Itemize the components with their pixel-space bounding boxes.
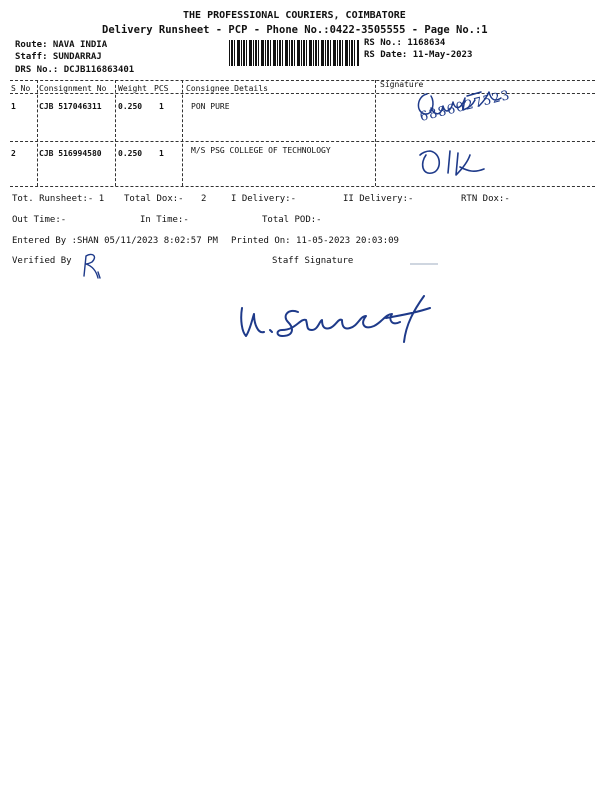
col-divider [37, 80, 38, 186]
row2-handwritten-signature [412, 143, 502, 183]
out-time: Out Time:- [12, 215, 67, 225]
i-delivery: I Delivery:- [231, 194, 297, 204]
runsheet-subtitle: Delivery Runsheet - PCP - Phone No.:0422-3505555 - Page No.:1 [102, 24, 488, 36]
header-signature: Signature [380, 80, 424, 89]
row1-handwritten-number: 6886027523 [418, 88, 512, 125]
col-divider [182, 80, 183, 186]
scan-mark [410, 263, 438, 265]
header-consignment: Consignment No [39, 84, 107, 93]
col-divider [375, 80, 376, 186]
table-row-rule [10, 141, 595, 142]
tot-runsheet: Tot. Runsheet:- 1 [12, 194, 105, 204]
drs-number: DRS No.: DCJB116863401 [15, 65, 135, 75]
header-weight: Weight [118, 84, 147, 93]
total-dox-value: 2 [201, 194, 207, 204]
row2-consignment: CJB 516994580 [39, 149, 102, 158]
row2-consignee: M/S PSG COLLEGE OF TECHNOLOGY [191, 146, 331, 155]
row1-weight: 0.250 [118, 102, 143, 111]
staff-label: Staff: SUNDARRAJ [15, 52, 102, 62]
header-sno: S No [11, 84, 31, 93]
rs-date: RS Date: 11-May-2023 [364, 50, 473, 60]
rs-number: RS No.: 1168634 [364, 38, 446, 48]
table-top-rule [10, 80, 595, 81]
staff-signature [236, 290, 436, 350]
row1-pcs: 1 [159, 102, 164, 111]
row1-consignee: PON PURE [191, 102, 230, 111]
header-pcs: PCS [154, 84, 169, 93]
in-time: In Time:- [140, 215, 189, 225]
printed-on: Printed On: 11-05-2023 20:03:09 [231, 236, 399, 246]
row2-pcs: 1 [159, 149, 164, 158]
row1-sno: 1 [11, 102, 16, 111]
verifier-initials [78, 250, 108, 282]
route-label: Route: NAVA INDIA [15, 40, 108, 50]
header-consignee: Consignee Details [186, 84, 268, 93]
row2-weight: 0.250 [118, 149, 143, 158]
barcode [229, 40, 359, 66]
company-title: THE PROFESSIONAL COURIERS, COIMBATORE [183, 10, 406, 21]
row1-consignment: CJB 517046311 [39, 102, 102, 111]
total-dox-label: Total Dox:- [124, 194, 184, 204]
ii-delivery: II Delivery:- [343, 194, 414, 204]
total-pod: Total POD:- [262, 215, 322, 225]
col-divider [115, 80, 116, 186]
row2-sno: 2 [11, 149, 16, 158]
staff-signature-label: Staff Signature [272, 256, 354, 266]
verified-by-label: Verified By [12, 256, 72, 266]
rtn-dox: RTN Dox:- [461, 194, 510, 204]
entered-by: Entered By :SHAN 05/11/2023 8:02:57 PM [12, 236, 218, 246]
table-bottom-rule [10, 186, 595, 187]
